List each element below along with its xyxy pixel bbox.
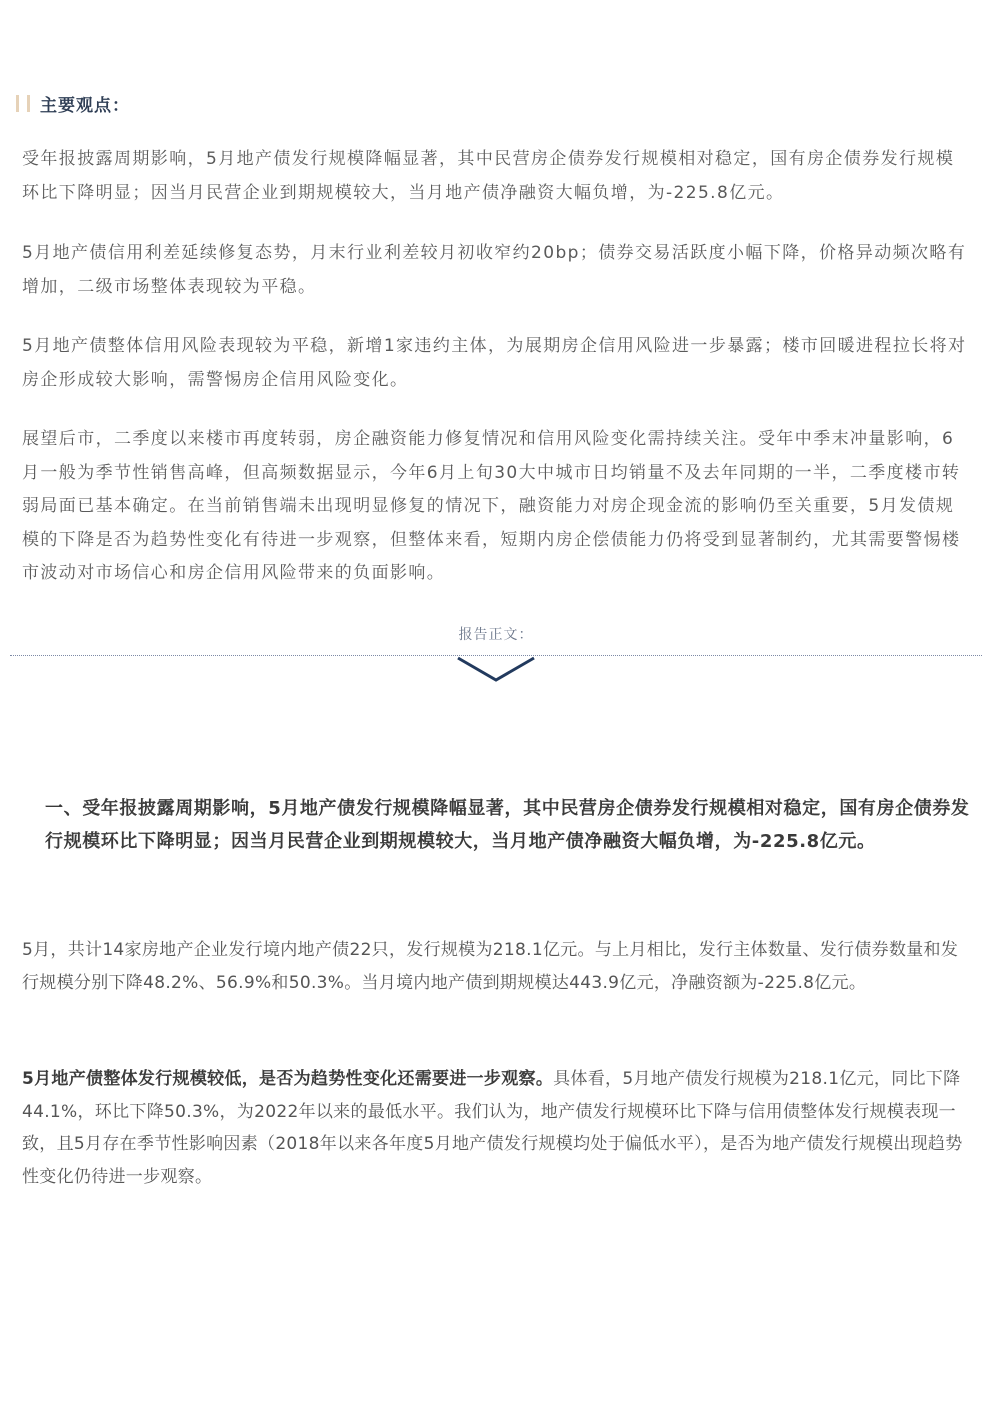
- key-point-paragraph-4: 展望后市，二季度以来楼市再度转弱，房企融资能力修复情况和信用风险变化需持续关注。受年中季末冲量影响，6月一般为季节性销售高峰，但高频数据显示，今年6月上旬30大中城市日均销量不及去年同期的一半，二季度楼市转弱局面已基本确定。在当前销售端未出现明显修复的情况下，融资能力对房企现金流的影响仍至关重要，5月发债规模的下降是否为趋势性变化有待进一步观察，但整体来看，短期内房企偿债能力仍将受到显著制约，尤其需要警惕楼市波动对市场信心和房企信用风险带来的负面影响。: [22, 429, 961, 583]
- body-paragraph-2-lead: 5月地产债整体发行规模较低，是否为趋势性变化还需要进一步观察。: [22, 1069, 554, 1089]
- body-paragraph-2-text: 具体看，5月地产债发行规模为218.1亿元，同比下降44.1%，环比下降50.3%，为2022年以来的最低水平。我们认为，地产债发行规模环比下降与信用债整体发行规模表现一致，且5月存在季节性影响因素（2018年以来各年度5月地产债发行规模均处于偏低水平），是否为地产债发行规模出现趋势性变化仍待进一步观察。: [22, 1069, 963, 1187]
- accent-bar-2: [27, 95, 30, 112]
- section-heading: 一、受年报披露周期影响，5月地产债发行规模降幅显著，其中民营房企债券发行规模相对稳定，国有房企债券发行规模环比下降明显；因当月民营企业到期规模较大，当月地产债净融资大幅负增，为-225.8亿元。: [45, 798, 970, 852]
- key-point-paragraph-2: 5月地产债信用利差延续修复态势，月末行业利差较月初收窄约20bp；债券交易活跃度小幅下降，价格异动频次略有增加，二级市场整体表现较为平稳。: [22, 243, 967, 297]
- key-point-paragraph-1: 受年报披露周期影响，5月地产债发行规模降幅显著，其中民营房企债券发行规模相对稳定，国有房企债券发行规模环比下降明显；因当月民营企业到期规模较大，当月地产债净融资大幅负增，为-225.8亿元。: [22, 149, 955, 203]
- accent-bar-1: [16, 95, 19, 112]
- body-paragraph-1: 5月，共计14家房地产企业发行境内地产债22只，发行规模为218.1亿元。与上月相比，发行主体数量、发行债券数量和发行规模分别下降48.2%、56.9%和50.3%。当月境内地产债到期规模达443.9亿元，净融资额为-225.8亿元。: [22, 940, 959, 993]
- report-body-label: 报告正文：: [458, 627, 534, 643]
- key-point-paragraph-3: 5月地产债整体信用风险表现较为平稳，新增1家违约主体，为展期房企信用风险进一步暴露；楼市回暖进程拉长将对房企形成较大影响，需警惕房企信用风险变化。: [22, 336, 967, 390]
- key-points-title: 主要观点：: [40, 95, 130, 116]
- body-paragraph-2: [22, 1063, 972, 1193]
- key-points-header: [16, 90, 130, 116]
- chevron-down-icon: [456, 654, 536, 684]
